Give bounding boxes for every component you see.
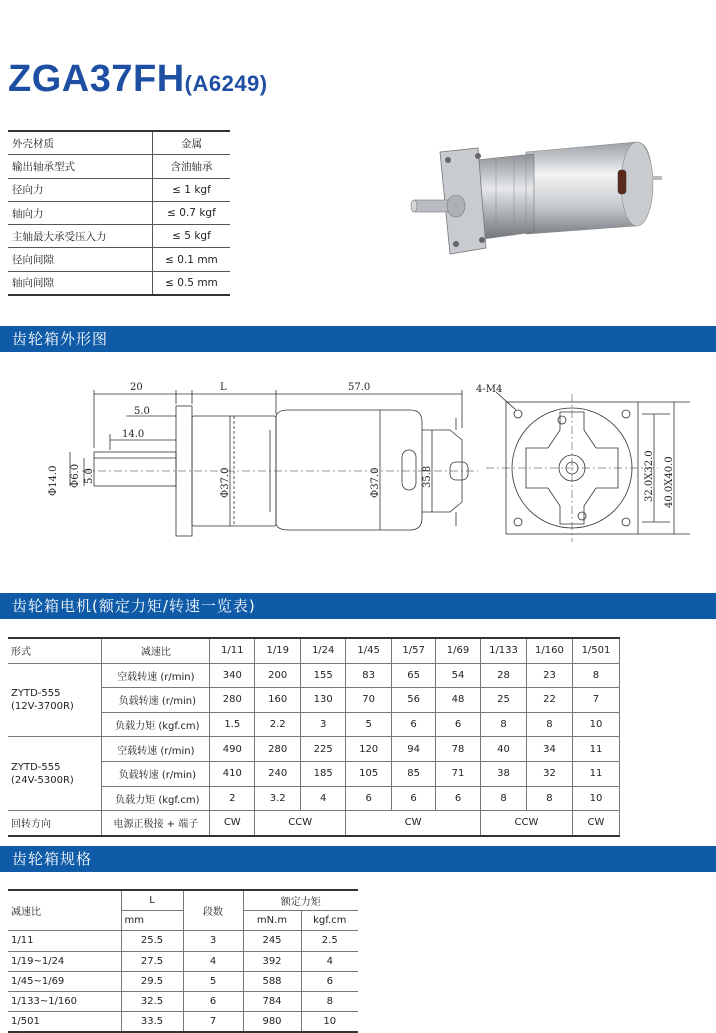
table-row	[8, 201, 230, 224]
kgf-cell: 8	[301, 991, 358, 1011]
spec-table	[8, 130, 230, 296]
section-outline-header	[0, 326, 716, 352]
header-form: 形式	[8, 638, 102, 663]
value-cell: 130	[301, 688, 346, 713]
rotation-cell: CCW	[481, 811, 573, 836]
dim-40: 40.0X40.0	[664, 456, 675, 508]
motor-photo	[406, 120, 676, 270]
table-row	[8, 971, 358, 991]
value-cell: 78	[436, 737, 481, 762]
group-name: ZYTD-555	[11, 761, 61, 773]
kgf-cell: 10	[301, 1012, 358, 1033]
value-cell: 8	[481, 712, 527, 737]
rotation-cell: CW	[210, 811, 255, 836]
value-cell: 240	[255, 761, 301, 786]
table-row	[8, 131, 230, 155]
dim-l: L	[220, 382, 227, 393]
ratio-cell: 1/45	[346, 638, 392, 663]
value-cell: 6	[436, 712, 481, 737]
value-cell: 280	[255, 737, 301, 762]
value-cell: 25	[481, 688, 527, 713]
spec-value: 含油轴承	[152, 155, 230, 178]
gear-spec-table	[8, 889, 358, 1033]
spec-value: ≤ 1 kgf	[152, 178, 230, 201]
value-cell: 6	[392, 786, 436, 811]
value-cell: 6	[392, 712, 436, 737]
section-gear-spec-header	[0, 846, 716, 872]
table-row	[8, 811, 620, 836]
value-cell: 32	[526, 761, 572, 786]
value-cell: 8	[572, 663, 619, 688]
nm-cell: 392	[243, 951, 301, 971]
l-cell: 33.5	[121, 1012, 183, 1033]
spec-label: 径向力	[8, 178, 152, 201]
ratio-cell: 1/19	[255, 638, 301, 663]
spec-label: 外壳材质	[8, 131, 152, 155]
table-row	[8, 178, 230, 201]
dim-d14: Φ14.0	[48, 465, 59, 496]
value-cell: 56	[392, 688, 436, 713]
rotation-label: 回转方向	[8, 811, 102, 836]
table-header-row	[8, 890, 358, 911]
dim-5: 5.0	[134, 406, 150, 417]
value-cell: 54	[436, 663, 481, 688]
value-cell: 185	[301, 761, 346, 786]
value-cell: 4	[301, 786, 346, 811]
stages-cell: 5	[183, 971, 243, 991]
value-cell: 28	[481, 663, 527, 688]
value-cell: 5	[346, 712, 392, 737]
row-label: 负载力矩 (kgf.cm)	[102, 712, 210, 737]
header-stages: 段数	[183, 890, 243, 931]
row-label: 负载力矩 (kgf.cm)	[102, 786, 210, 811]
kgf-cell: 6	[301, 971, 358, 991]
value-cell: 120	[346, 737, 392, 762]
l-cell: 32.5	[121, 991, 183, 1011]
stages-cell: 4	[183, 951, 243, 971]
value-cell: 1.5	[210, 712, 255, 737]
kgf-cell: 2.5	[301, 931, 358, 951]
group-voltage: (24V-5300R)	[11, 774, 74, 786]
value-cell: 2	[210, 786, 255, 811]
ratio-cell: 1/45~1/69	[8, 971, 121, 991]
nm-cell: 784	[243, 991, 301, 1011]
table-row	[8, 248, 230, 271]
spec-label: 轴向力	[8, 201, 152, 224]
section-title: 齿轮箱外形图	[12, 330, 109, 348]
table-row	[8, 271, 230, 295]
stages-cell: 6	[183, 991, 243, 1011]
dim-20: 20	[130, 382, 143, 393]
row-label: 负载转速 (r/min)	[102, 688, 210, 713]
row-label: 空载转速 (r/min)	[102, 737, 210, 762]
ratio-cell: 1/57	[392, 638, 436, 663]
dim-m4: 4-M4	[476, 384, 503, 395]
value-cell: 3.2	[255, 786, 301, 811]
value-cell: 2.2	[255, 712, 301, 737]
ratio-cell: 1/11	[210, 638, 255, 663]
value-cell: 490	[210, 737, 255, 762]
table-row	[8, 931, 358, 951]
table-row	[8, 663, 620, 688]
table-header-row	[8, 638, 620, 663]
value-cell: 105	[346, 761, 392, 786]
ratio-cell: 1/11	[8, 931, 121, 951]
ratio-cell: 1/160	[526, 638, 572, 663]
dim-d37-a: Φ37.0	[220, 467, 231, 498]
value-cell: 83	[346, 663, 392, 688]
table-row	[8, 225, 230, 248]
value-cell: 11	[572, 761, 619, 786]
value-cell: 7	[572, 688, 619, 713]
table-row	[8, 991, 358, 1011]
value-cell: 8	[481, 786, 527, 811]
performance-table	[8, 637, 620, 837]
section-performance-header	[0, 593, 716, 619]
dim-32: 32.0X32.0	[644, 450, 655, 502]
motor-group-24v	[8, 737, 102, 811]
rotation-cell: CCW	[255, 811, 346, 836]
nm-cell: 588	[243, 971, 301, 991]
value-cell: 71	[436, 761, 481, 786]
spec-value: ≤ 5 kgf	[152, 225, 230, 248]
spec-label: 径向间隙	[8, 248, 152, 271]
value-cell: 40	[481, 737, 527, 762]
header-ratio: 减速比	[8, 890, 121, 931]
value-cell: 34	[526, 737, 572, 762]
rotation-cell: CW	[572, 811, 619, 836]
spec-label: 主轴最大承受压入力	[8, 225, 152, 248]
value-cell: 48	[436, 688, 481, 713]
group-voltage: (12V-3700R)	[11, 700, 74, 712]
header-mm: mm	[121, 911, 183, 931]
value-cell: 8	[526, 786, 572, 811]
value-cell: 94	[392, 737, 436, 762]
value-cell: 10	[572, 786, 619, 811]
dim-14-top: 14.0	[122, 429, 145, 440]
header-ratio: 减速比	[102, 638, 210, 663]
value-cell: 410	[210, 761, 255, 786]
header-nm: mN.m	[243, 911, 301, 931]
l-cell: 27.5	[121, 951, 183, 971]
outline-drawing	[30, 370, 700, 565]
spec-value: 金属	[152, 131, 230, 155]
dim-57: 57.0	[348, 382, 371, 393]
spec-label: 轴向间隙	[8, 271, 152, 295]
ratio-cell: 1/501	[572, 638, 619, 663]
section-title: 齿轮箱规格	[12, 850, 93, 868]
nm-cell: 980	[243, 1012, 301, 1033]
value-cell: 65	[392, 663, 436, 688]
value-cell: 3	[301, 712, 346, 737]
header-torque: 额定力矩	[243, 890, 358, 911]
value-cell: 38	[481, 761, 527, 786]
spec-value: ≤ 0.1 mm	[152, 248, 230, 271]
value-cell: 8	[526, 712, 572, 737]
value-cell: 11	[572, 737, 619, 762]
dim-5-5: 5.0	[84, 468, 95, 484]
ratio-cell: 1/19~1/24	[8, 951, 121, 971]
model-code: (A6249)	[184, 71, 268, 96]
ratio-cell: 1/24	[301, 638, 346, 663]
spec-label: 输出轴承型式	[8, 155, 152, 178]
group-name: ZYTD-555	[11, 687, 61, 699]
nm-cell: 245	[243, 931, 301, 951]
dim-d6: Φ6.0	[70, 463, 81, 488]
value-cell: 200	[255, 663, 301, 688]
spec-value: ≤ 0.7 kgf	[152, 201, 230, 224]
table-row	[8, 951, 358, 971]
l-cell: 29.5	[121, 971, 183, 991]
ratio-cell: 1/501	[8, 1012, 121, 1033]
model-name: ZGA37FH	[8, 58, 185, 100]
ratio-cell: 1/133	[481, 638, 527, 663]
row-label: 空载转速 (r/min)	[102, 663, 210, 688]
value-cell: 22	[526, 688, 572, 713]
rotation-cell: CW	[346, 811, 481, 836]
table-row	[8, 155, 230, 178]
ratio-cell: 1/69	[436, 638, 481, 663]
rotation-desc: 电源正极接 + 端子	[102, 811, 210, 836]
product-title	[8, 58, 268, 101]
table-row	[8, 737, 620, 762]
section-title: 齿轮箱电机(额定力矩/转速一览表)	[12, 597, 256, 615]
dim-d37-b: Φ37.0	[370, 467, 381, 498]
ratio-cell: 1/133~1/160	[8, 991, 121, 1011]
value-cell: 225	[301, 737, 346, 762]
table-row	[8, 1012, 358, 1033]
l-cell: 25.5	[121, 931, 183, 951]
spec-value: ≤ 0.5 mm	[152, 271, 230, 295]
value-cell: 6	[346, 786, 392, 811]
stages-cell: 7	[183, 1012, 243, 1033]
value-cell: 6	[436, 786, 481, 811]
value-cell: 10	[572, 712, 619, 737]
value-cell: 280	[210, 688, 255, 713]
row-label: 负载转速 (r/min)	[102, 761, 210, 786]
header-l: L	[121, 890, 183, 911]
value-cell: 340	[210, 663, 255, 688]
value-cell: 160	[255, 688, 301, 713]
kgf-cell: 4	[301, 951, 358, 971]
value-cell: 70	[346, 688, 392, 713]
stages-cell: 3	[183, 931, 243, 951]
value-cell: 23	[526, 663, 572, 688]
dim-35-8: 35.8	[422, 465, 433, 488]
motor-group-12v	[8, 663, 102, 737]
header-kgf: kgf.cm	[301, 911, 358, 931]
value-cell: 155	[301, 663, 346, 688]
value-cell: 85	[392, 761, 436, 786]
